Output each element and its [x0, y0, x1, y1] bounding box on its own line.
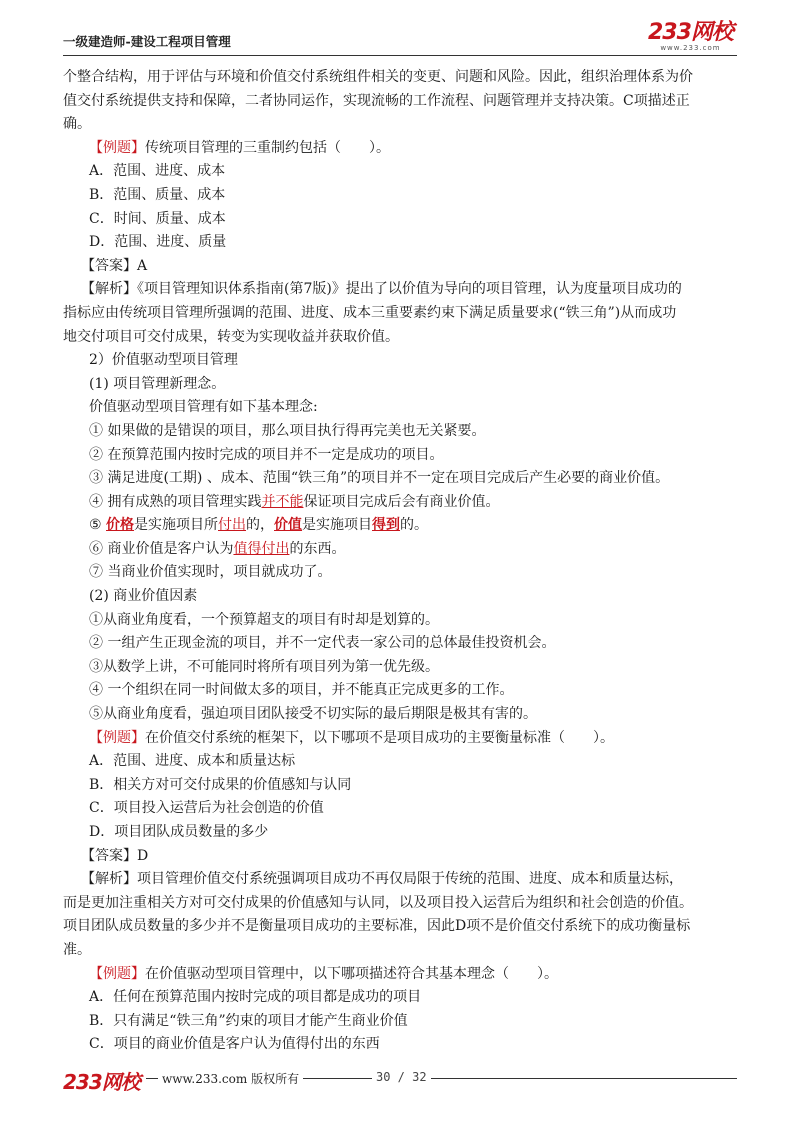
concept-item: ⑤ 价格是实施项目所付出的，价值是实施项目得到的。 [89, 517, 429, 534]
document-title: 一级建造师-建设工程项目管理 [63, 34, 231, 49]
analysis-line: 项目团队成员数量的多少并不是衡量项目成功的主要标准，因此D项不是价值交付系统下的成功衡量标 [63, 918, 691, 935]
example-tag: 【例题】 [89, 139, 145, 156]
concept-item: ⑦ 当商业价值实现时，项目就成功了。 [89, 564, 332, 581]
analysis-line: 而是更加注重相关方对可交付成果的价值感知与认同，以及项目投入运营后为组织和社会创造的价值。 [63, 894, 693, 911]
analysis-line: 地交付项目可交付成果，转变为实现收益并获取价值。 [63, 328, 399, 345]
answer-value: D [137, 847, 149, 864]
emphasis-text: 价格 [106, 517, 135, 534]
analysis-tag: 【解析】 [81, 281, 137, 298]
question-stem: 在价值交付系统的框架下，以下哪项不是项目成功的主要衡量标准（ ）。 [145, 729, 614, 746]
option-b: B．相关方对可交付成果的价值感知与认同 [89, 776, 352, 793]
paragraph-line: 个整合结构，用于评估与环境和价值交付系统组件相关的变更、问题和风险。因此，组织治理体系为价 [63, 69, 693, 85]
factor-item: ② 一组产生正现金流的项目，并不一定代表一家公司的总体最佳投资机会。 [89, 635, 556, 652]
emphasis-text: 并不能 [261, 493, 304, 510]
brand-logo[interactable] [648, 22, 733, 52]
answer-line [63, 255, 739, 279]
page-number: 30 / 32 [372, 1070, 431, 1084]
example-tag: 【例题】 [89, 965, 145, 982]
footer-site-link[interactable]: www.233.com 版权所有 [158, 1070, 303, 1087]
concept-item: ① 如果做的是错误的项目，那么项目执行得再完美也无关紧要。 [89, 422, 486, 439]
concept-item: ③ 满足进度(工期) 、成本、范围“铁三角”的项目并不一定在项目完成后产生必要的商业价值。 [89, 470, 670, 487]
factor-item: ⑤从商业角度看，强迫项目团队接受不切实际的最后期限是极其有害的。 [89, 706, 537, 723]
emphasis-text: 付出 [218, 517, 247, 534]
answer-line [63, 845, 739, 869]
paragraph-line: 确。 [63, 116, 91, 133]
factor-item: ①从商业角度看，一个预算超支的项目有时却是划算的。 [89, 611, 439, 628]
analysis-text: 《项目管理知识体系指南(第7版)》提出了以价值为导向的项目管理，认为度量项目成功的 [137, 281, 682, 298]
paragraph-line: 值交付系统提供支持和保障，二者协同运作，实现流畅的工作流程、问题管理并支持决策。C项描述正 [63, 92, 690, 109]
option-a: A．任何在预算范围内按时完成的项目都是成功的项目 [89, 989, 422, 1006]
option-d: D．范围、进度、质量 [89, 234, 227, 251]
section-heading: 2）价值驱动型项目管理 [89, 352, 238, 369]
option-a: A．范围、进度、成本和质量达标 [89, 753, 296, 770]
page-header [0, 0, 800, 60]
emphasis-text: 得到 [372, 517, 401, 534]
concept-item: ⑥ 商业价值是客户认为值得付出的东西。 [89, 540, 346, 557]
emphasis-text: 价值 [274, 517, 303, 534]
factor-item: ③从数学上讲，不可能同时将所有项目列为第一优先级。 [89, 658, 439, 675]
concept-item: ② 在预算范围内按时完成的项目并不一定是成功的项目。 [89, 446, 444, 463]
answer-tag: 【答案】 [81, 847, 137, 864]
option-a: A．范围、进度、成本 [89, 163, 226, 180]
example-question-3 [63, 963, 739, 987]
factor-item: ④ 一个组织在同一时间做太多的项目，并不能真正完成更多的工作。 [89, 682, 514, 699]
emphasis-text: 值得付出 [233, 540, 290, 557]
page-footer [0, 1062, 800, 1132]
subsection-heading: (1) 项目管理新理念。 [89, 375, 226, 392]
concept-item: ④ 拥有成熟的项目管理实践并不能保证项目完成后会有商业价值。 [89, 493, 500, 510]
paragraph-line: 价值驱动型项目管理有如下基本理念: [89, 399, 318, 416]
page-body [63, 66, 739, 1057]
analysis-text: 项目管理价值交付系统强调项目成功不再仅局限于传统的范围、进度、成本和质量达标， [137, 871, 683, 888]
brand-logo-url: www.233.com [660, 44, 721, 52]
answer-value: A [137, 257, 148, 274]
brand-logo-text: 233网校 [648, 20, 733, 45]
footer-logo[interactable]: 233网校 [63, 1066, 146, 1095]
analysis-line [63, 278, 739, 302]
option-c: C．项目的商业价值是客户认为值得付出的东西 [89, 1036, 380, 1053]
option-c: C．时间、质量、成本 [89, 210, 226, 227]
option-d: D．项目团队成员数量的多少 [89, 824, 269, 840]
question-stem: 在价值驱动型项目管理中，以下哪项描述符合其基本理念（ ）。 [145, 965, 558, 982]
example-question-2 [63, 727, 739, 751]
subsection-heading: (2) 商业价值因素 [89, 588, 198, 605]
option-b: B．只有满足“铁三角”约束的项目才能产生商业价值 [89, 1012, 408, 1029]
analysis-tag: 【解析】 [81, 871, 137, 888]
example-tag: 【例题】 [89, 729, 145, 746]
option-b: B．范围、质量、成本 [89, 186, 226, 203]
answer-tag: 【答案】 [81, 257, 137, 274]
header-divider [63, 55, 737, 56]
example-question-1 [63, 137, 739, 161]
analysis-line: 指标应由传统项目管理所强调的范围、进度、成本三重要素约束下满足质量要求(“铁三角”)从而成功 [63, 304, 677, 321]
question-stem: 传统项目管理的三重制约包括（ ）。 [145, 139, 390, 156]
option-c: C．项目投入运营后为社会创造的价值 [89, 800, 324, 817]
analysis-line: 准。 [63, 941, 91, 958]
analysis-line [63, 868, 739, 892]
